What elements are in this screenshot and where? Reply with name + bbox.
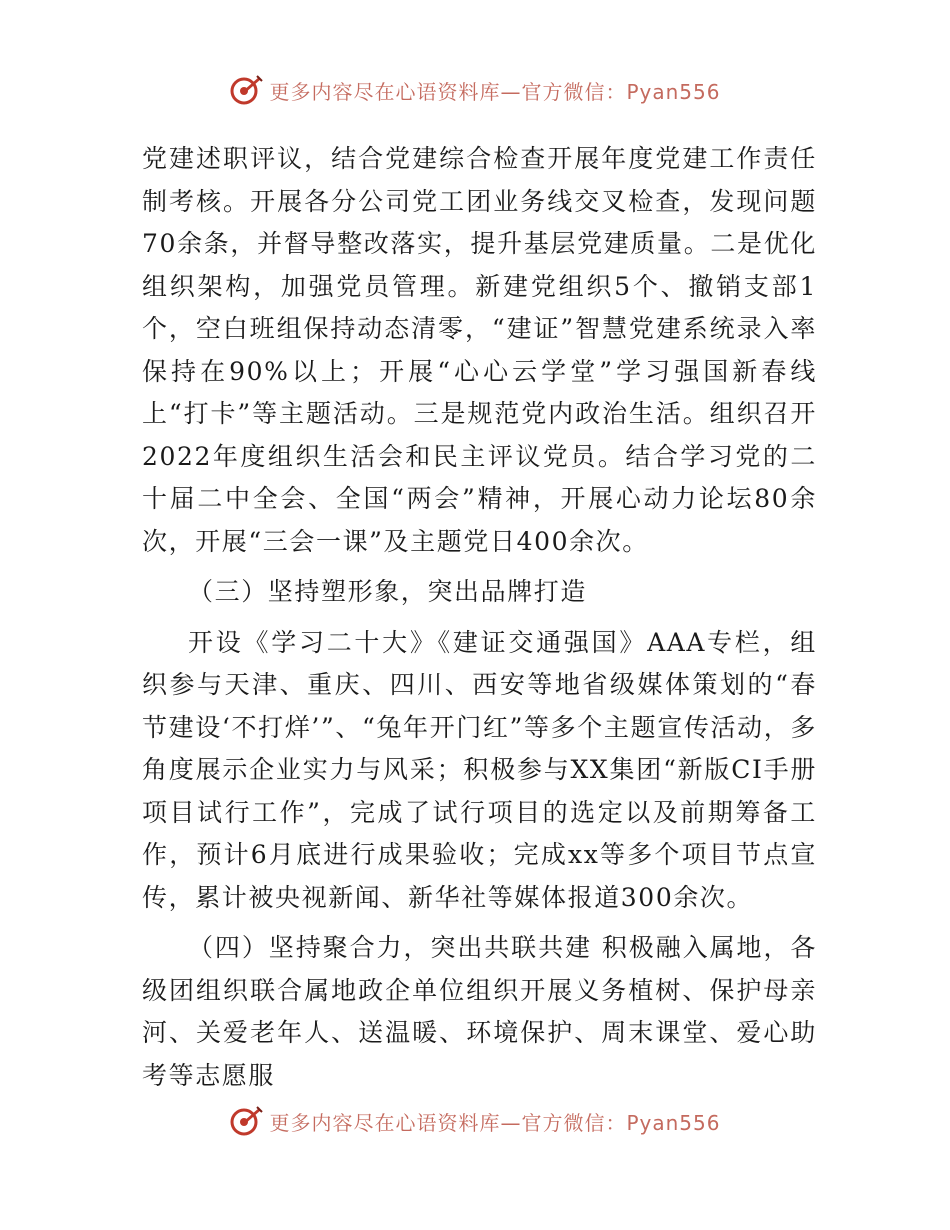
- paragraph-party-building: 党建述职评议，结合党建综合检查开展年度党建工作责任制考核。开展各分公司党工团业务线交叉检查，发现问题70余条，并督导整改落实，提升基层党建质量。二是优化组织架构，加强党员管理。新建党组织5个、撤销支部1个，空白班组保持动态清零，“建证”智慧党建系统录入率保持在90%以上；开展“心心云学堂”学习强国新春线上“打卡”等主题活动。三是规范党内政治生活。组织召开2022年度组织生活会和民主评议党员。结合学习党的二十届二中全会、全国“两会”精神，开展心动力论坛80余次，开展“三会一课”及主题党日400余次。: [142, 144, 817, 556]
- red-pen-circle-logo-icon: [229, 1104, 263, 1138]
- paragraph-brand-building: 开设《学习二十大》《建证交通强国》AAA专栏，组织参与天津、重庆、四川、西安等地省级媒体策划的“春节建设‘不打烊’”、“兔年开门红”等多个主题宣传活动，多角度展示企业实力与风采；积极参与XX集团“新版CI手册项目试行工作”，完成了试行项目的选定以及前期筹备工作，预计6月底进行成果验收；完成xx等多个项目节点宣传，累计被央视新闻、新华社等媒体报道300余次。: [142, 627, 817, 912]
- header-watermark-text: 更多内容尽在心语资料库—官方微信：Pyan556: [269, 79, 721, 104]
- paragraph-joint-building: （四）坚持聚合力，突出共联共建 积极融入属地，各级团组织联合属地政企单位组织开展义务植树、保护母亲河、关爱老年人、送温暖、环境保护、周末课堂、爱心助考等志愿服: [142, 933, 817, 1090]
- red-pen-circle-logo-icon: [229, 73, 263, 107]
- footer-watermark-text: 更多内容尽在心语资料库—官方微信：Pyan556: [269, 1110, 721, 1135]
- footer-watermark-banner: [0, 1101, 950, 1141]
- document-body: [142, 138, 817, 1097]
- section-heading-3: （三）坚持塑形象，突出品牌打造: [188, 577, 588, 606]
- header-watermark-banner: [0, 70, 950, 110]
